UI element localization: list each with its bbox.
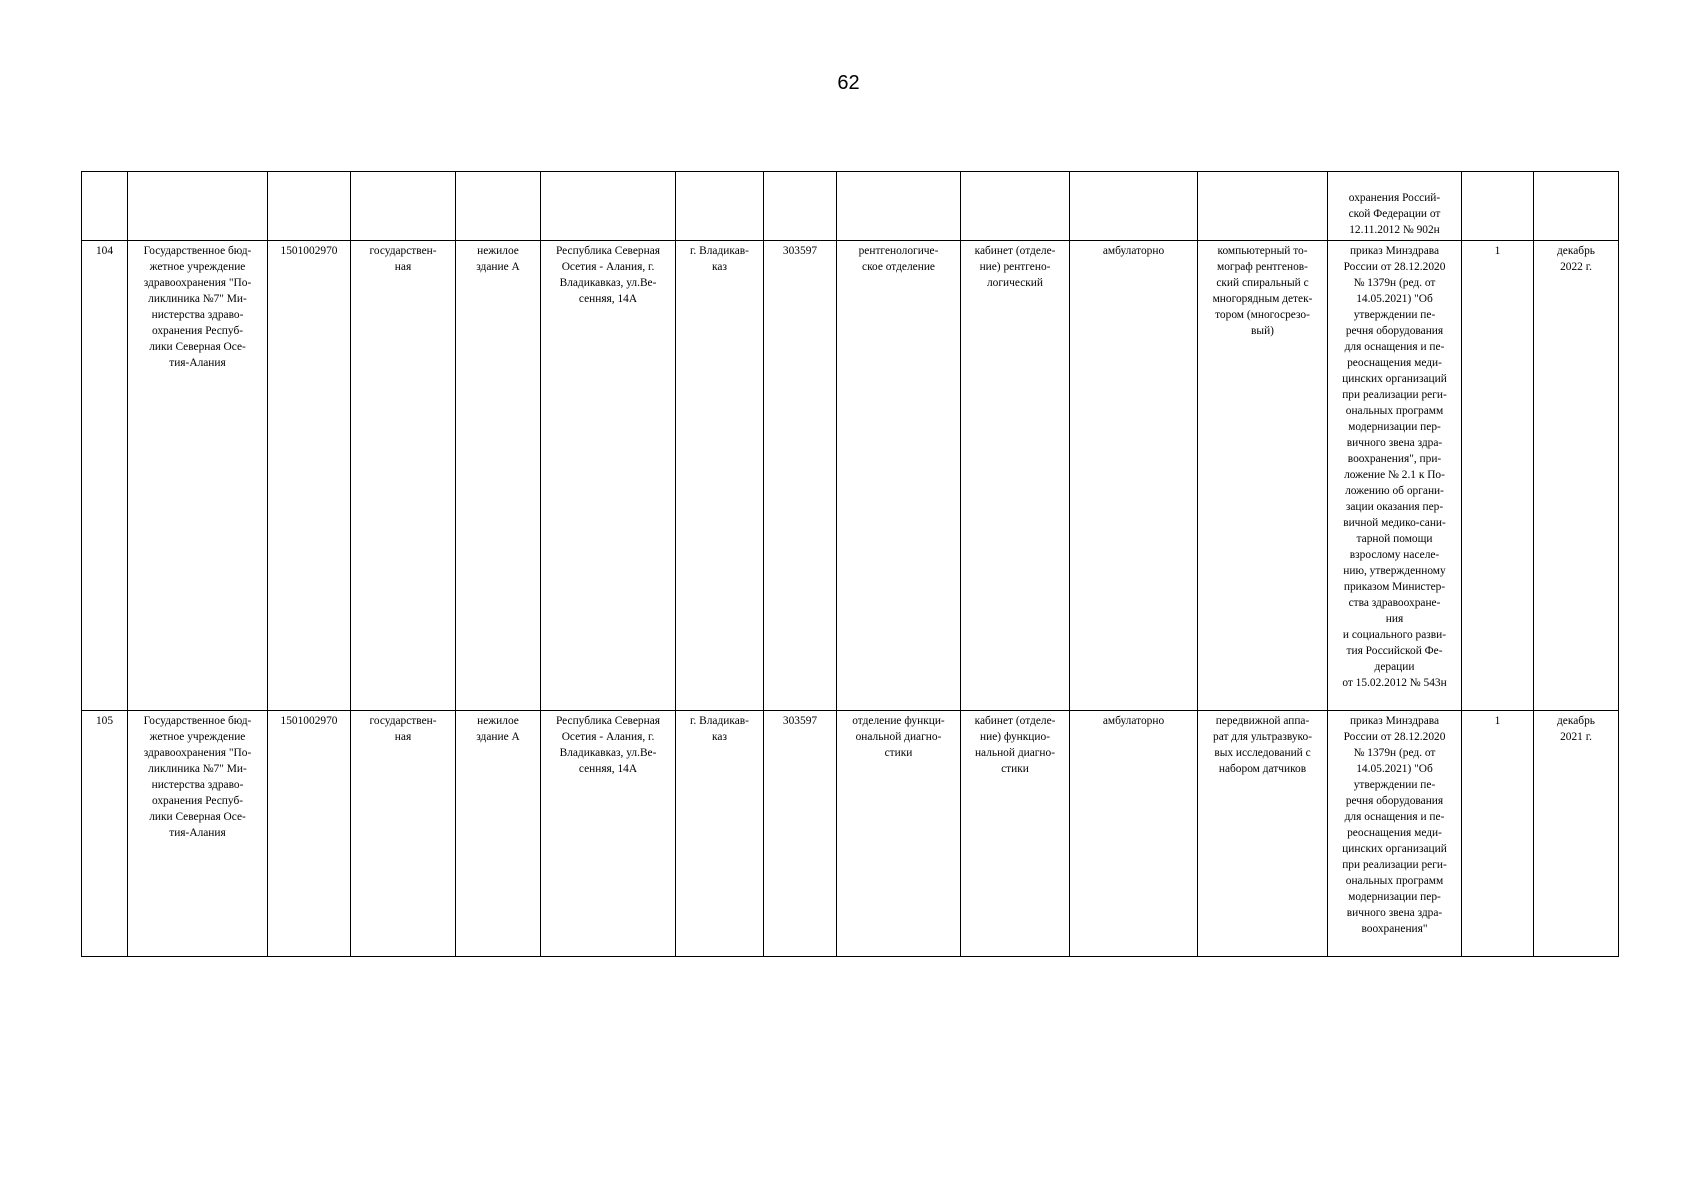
table-row-continued — [82, 172, 1619, 241]
cell-equipment — [1198, 172, 1328, 241]
cell-building: нежилое здание А — [456, 241, 541, 711]
cell-city — [676, 172, 764, 241]
cell-quantity: 1 — [1462, 711, 1534, 957]
cell-inn: 1501002970 — [268, 711, 351, 957]
cell-city: г. Владикав- каз — [676, 711, 764, 957]
cell-legal-basis: приказ Минздрава России от 28.12.2020 № 1379н (ред. от 14.05.2021) "Об утверждении пе- речня оборудования для оснащения и пе- реоснащения меди- цинских организаций при реализации реги- ональных программ модернизации пер- вичного звена здра- воохранения" — [1328, 711, 1462, 957]
cell-deadline: декабрь 2021 г. — [1534, 711, 1619, 957]
cell-address — [541, 172, 676, 241]
cell-ownership: государствен- ная — [351, 241, 456, 711]
cell-inn — [268, 172, 351, 241]
cell-equipment: передвижной аппа- рат для ультразвуко- вых исследований с набором датчиков — [1198, 711, 1328, 957]
cell-equipment: компьютерный то- мограф рентгенов- ский спиральный с многорядным детек- тором (многосрезо- вый) — [1198, 241, 1328, 711]
cell-department — [837, 172, 961, 241]
cell-num: 105 — [82, 711, 128, 957]
cell-ownership — [351, 172, 456, 241]
cell-address: Республика Северная Осетия - Алания, г. Владикавказ, ул.Ве- сенняя, 14А — [541, 241, 676, 711]
cell-ownership: государствен- ная — [351, 711, 456, 957]
cell-department: отделение функци- ональной диагно- стики — [837, 711, 961, 957]
cell-legal-basis: охранения Россий- ской Федерации от 12.11.2012 № 902н — [1328, 172, 1462, 241]
cell-address: Республика Северная Осетия - Алания, г. Владикавказ, ул.Ве- сенняя, 14А — [541, 711, 676, 957]
cell-care-form: амбулаторно — [1070, 241, 1198, 711]
cell-deadline: декабрь 2022 г. — [1534, 241, 1619, 711]
cell-department: рентгенологиче- ское отделение — [837, 241, 961, 711]
equipment-registry-table — [81, 171, 1619, 957]
cell-code: 303597 — [764, 711, 837, 957]
cell-num — [82, 172, 128, 241]
cell-room — [961, 172, 1070, 241]
cell-city: г. Владикав- каз — [676, 241, 764, 711]
cell-building: нежилое здание А — [456, 711, 541, 957]
cell-code: 303597 — [764, 241, 837, 711]
table-row — [82, 711, 1619, 957]
page-number: 62 — [837, 72, 860, 94]
cell-room: кабинет (отделе- ние) рентгено- логический — [961, 241, 1070, 711]
cell-quantity — [1462, 172, 1534, 241]
table-row — [82, 241, 1619, 711]
cell-code — [764, 172, 837, 241]
cell-deadline — [1534, 172, 1619, 241]
cell-care-form: амбулаторно — [1070, 711, 1198, 957]
cell-quantity: 1 — [1462, 241, 1534, 711]
cell-org-name — [128, 172, 268, 241]
cell-org-name: Государственное бюд- жетное учреждение здравоохранения "По- ликлиника №7" Ми- нистерства здраво- охранения Респуб- лики Северная Осе- тия-Алания — [128, 241, 268, 711]
cell-legal-basis: приказ Минздрава России от 28.12.2020 № 1379н (ред. от 14.05.2021) "Об утверждении пе- речня оборудования для оснащения и пе- реоснащения меди- цинских организаций при реализации реги- ональных программ модернизации пер- вичного звена здра- воохранения", при- ложение № 2.1 к По- ложению об органи- зации оказания пер- вичной медико-сани- тарной помощи взрослому населе- нию, утвержденному приказом Министер- ства здравоохране- ния и социального разви- тия Российской Фе- дерации от 15.02.2012 № 543н — [1328, 241, 1462, 711]
cell-room: кабинет (отделе- ние) функцио- нальной диагно- стики — [961, 711, 1070, 957]
cell-org-name: Государственное бюд- жетное учреждение здравоохранения "По- ликлиника №7" Ми- нистерства здраво- охранения Респуб- лики Северная Осе- тия-Алания — [128, 711, 268, 957]
cell-inn: 1501002970 — [268, 241, 351, 711]
cell-care-form — [1070, 172, 1198, 241]
cell-building — [456, 172, 541, 241]
cell-num: 104 — [82, 241, 128, 711]
